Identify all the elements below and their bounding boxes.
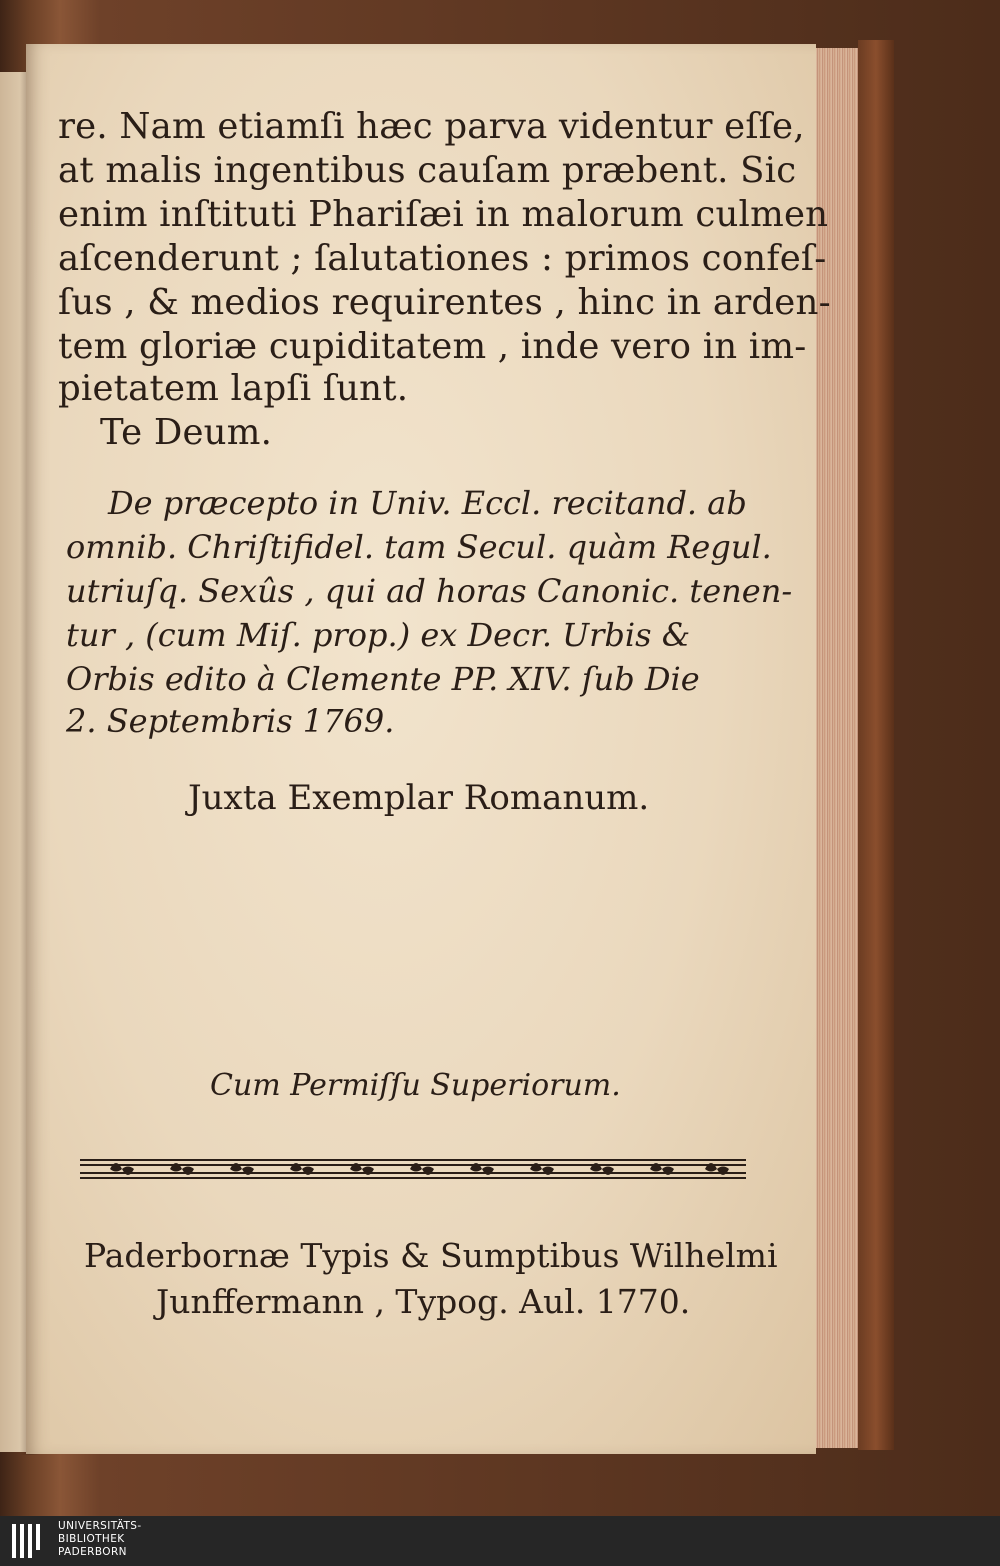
body-line: enim inſtituti Phariſæi in malorum culmen (58, 194, 829, 235)
logo-line: PADERBORN (58, 1546, 127, 1558)
body-line: at malis ingentibus cauſam præbent. Sic (58, 150, 797, 191)
book-cover-edge (858, 40, 894, 1450)
decree-line: De præcepto in Univ. Eccl. recitand. ab (108, 484, 747, 522)
decree-line: utriuſq. Sexûs , qui ad horas Canonic. tenen- (66, 572, 793, 610)
body-line: ſus , & medios requirentes , hinc in arden- (58, 282, 831, 323)
library-logo-text (58, 1520, 142, 1559)
body-line: re. Nam etiamſi hæc parva videntur eſſe, (58, 106, 805, 147)
body-line: aſcenderunt ; ſalutationes : primos confeſ- (58, 238, 827, 279)
ornament-rule (80, 1152, 746, 1186)
body-line: tem gloriæ cupiditatem , inde vero in im- (58, 326, 807, 367)
permission-line: Cum Permiſſu Superiorum. (210, 1068, 621, 1103)
te-deum: Te Deum. (100, 412, 273, 453)
library-footer-bar (0, 1516, 1000, 1566)
imprint-line: Junffermann , Typog. Aul. 1770. (156, 1282, 691, 1321)
library-logo-icon (12, 1524, 48, 1560)
decree-line: 2. Septembris 1769. (66, 702, 395, 740)
decree-line: Orbis edito à Clemente PP. XIV. ſub Die (66, 660, 700, 698)
decree-line: omnib. Chriſtifidel. tam Secul. quàm Regul. (66, 528, 772, 566)
logo-line: UNIVERSITÄTS- (58, 1520, 142, 1532)
logo-line: BIBLIOTHEK (58, 1533, 125, 1545)
imprint-line: Paderbornæ Typis & Sumptibus Wilhelmi (84, 1236, 778, 1275)
decree-line: tur , (cum Miſ. prop.) ex Decr. Urbis & (66, 616, 691, 654)
exemplar-heading: Juxta Exemplar Romanum. (188, 778, 650, 818)
body-line: pietatem lapſi ſunt. (58, 368, 409, 409)
